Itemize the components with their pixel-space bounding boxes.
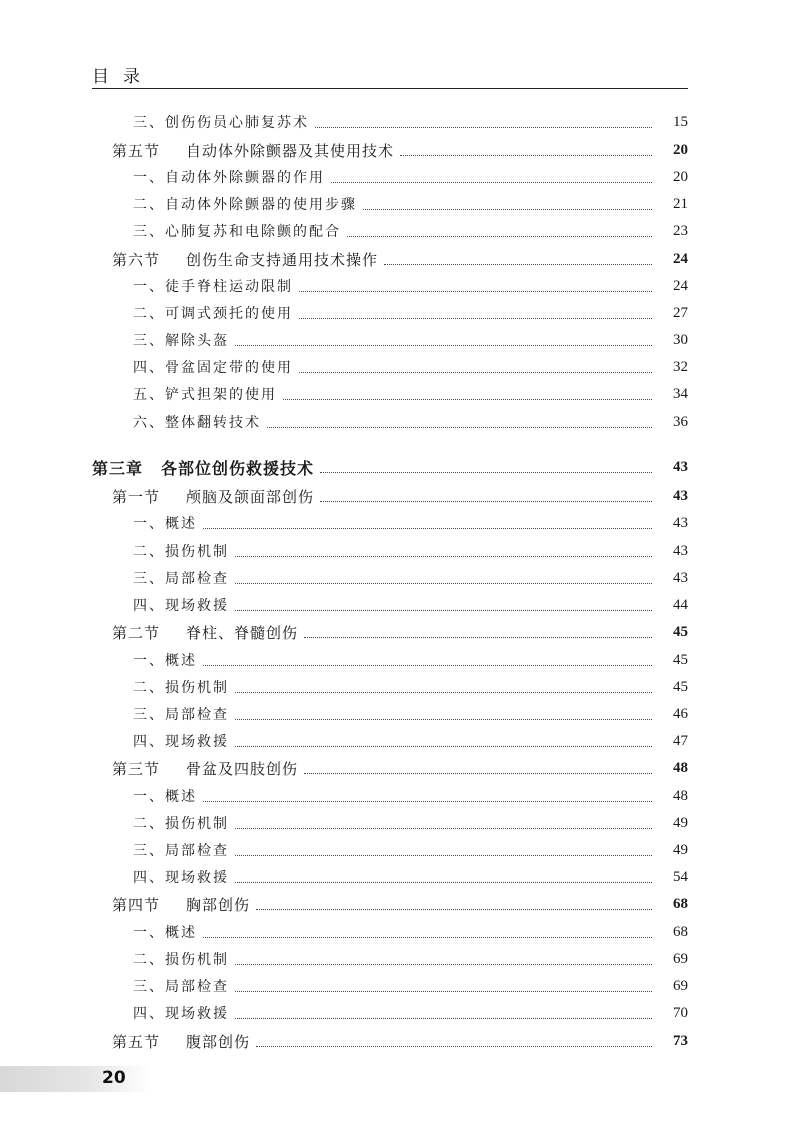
toc-page-number: 48	[673, 787, 688, 804]
toc-item[interactable]	[0, 999, 800, 1027]
toc-item[interactable]	[0, 509, 800, 537]
dot-leader	[235, 610, 652, 611]
toc-item[interactable]	[0, 380, 800, 408]
section-number: 第二节	[112, 623, 161, 642]
toc-label	[112, 758, 298, 779]
toc-label: 二、损伤机制	[133, 544, 229, 560]
toc-label: 五、铲式担架的使用	[133, 387, 277, 403]
section-number: 第六节	[112, 250, 161, 269]
toc-label	[112, 249, 378, 270]
dot-leader	[283, 399, 652, 400]
toc-label: 二、损伤机制	[133, 952, 229, 968]
toc-page-number: 30	[673, 331, 688, 348]
toc-label: 三、局部检查	[133, 843, 229, 859]
dot-leader	[315, 127, 652, 128]
toc-label: 一、概述	[133, 653, 197, 669]
toc-label: 三、解除头盔	[133, 333, 229, 349]
section-title: 自动体外除颤器及其使用技术	[186, 141, 395, 160]
toc-page-number: 43	[673, 487, 688, 504]
toc-page-number: 20	[673, 168, 688, 185]
dot-leader	[299, 291, 652, 292]
toc-label: 二、损伤机制	[133, 680, 229, 696]
toc-label: 二、损伤机制	[133, 816, 229, 832]
toc-item[interactable]	[0, 673, 800, 701]
dot-leader	[235, 964, 652, 965]
dot-leader	[235, 556, 652, 557]
toc-page-number: 69	[673, 950, 688, 967]
dot-leader	[203, 801, 652, 802]
toc-section[interactable]	[0, 245, 800, 273]
dot-leader	[235, 692, 652, 693]
section-number: 第五节	[112, 141, 161, 160]
toc-label: 一、自动体外除颤器的作用	[133, 170, 325, 186]
toc-page-number: 68	[673, 923, 688, 940]
dot-leader	[320, 472, 652, 473]
dot-leader	[299, 318, 652, 319]
dot-leader	[256, 1046, 652, 1047]
toc-page-number: 70	[673, 1004, 688, 1021]
dot-leader	[299, 372, 652, 373]
toc-label: 四、骨盆固定带的使用	[133, 360, 293, 376]
dot-leader	[235, 583, 652, 584]
toc-page-number: 34	[673, 385, 688, 402]
dot-leader	[203, 665, 652, 666]
toc-page-number: 49	[673, 814, 688, 831]
toc-item[interactable]	[0, 700, 800, 728]
toc-page-number: 69	[673, 977, 688, 994]
toc-item[interactable]	[0, 727, 800, 755]
dot-leader	[203, 937, 652, 938]
toc-item[interactable]	[0, 863, 800, 891]
toc-page-number: 45	[673, 623, 688, 640]
dot-leader	[235, 345, 652, 346]
toc-item[interactable]	[0, 782, 800, 810]
toc-item[interactable]	[0, 163, 800, 191]
toc-item[interactable]	[0, 299, 800, 327]
toc-page-number: 46	[673, 705, 688, 722]
section-number: 第三节	[112, 759, 161, 778]
toc-page-number: 45	[673, 678, 688, 695]
toc-item[interactable]	[0, 408, 800, 436]
toc-item[interactable]	[0, 217, 800, 245]
toc-section[interactable]	[0, 890, 800, 918]
toc-page-number: 54	[673, 868, 688, 885]
toc-page-number: 48	[673, 759, 688, 776]
dot-leader	[384, 264, 652, 265]
dot-leader	[400, 155, 652, 156]
toc-page-number: 43	[673, 514, 688, 531]
dot-leader	[347, 236, 652, 237]
toc-item[interactable]	[0, 190, 800, 218]
toc-label: 四、现场救援	[133, 1006, 229, 1022]
chapter-title: 各部位创伤救援技术	[161, 458, 315, 478]
toc-label: 一、徒手脊柱运动限制	[133, 279, 293, 295]
dot-leader	[235, 1018, 652, 1019]
toc-label	[112, 622, 298, 643]
toc-page-number: 47	[673, 732, 688, 749]
toc-item[interactable]	[0, 918, 800, 946]
toc-page-number: 44	[673, 596, 688, 613]
toc-page-number: 49	[673, 841, 688, 858]
dot-leader	[235, 719, 652, 720]
toc-section[interactable]	[0, 482, 800, 510]
toc-label: 一、概述	[133, 925, 197, 941]
header-title: 目录	[92, 67, 154, 87]
toc-page-number: 24	[673, 250, 688, 267]
toc-label	[112, 1031, 250, 1052]
toc-item[interactable]	[0, 809, 800, 837]
toc-label: 一、概述	[133, 516, 197, 532]
toc-item[interactable]	[0, 836, 800, 864]
chapter-number: 第三章	[92, 458, 144, 478]
toc-page-number: 43	[673, 542, 688, 559]
dot-leader	[203, 528, 652, 529]
section-number: 第一节	[112, 487, 161, 506]
toc-item[interactable]	[0, 972, 800, 1000]
dot-leader	[235, 746, 652, 747]
dot-leader	[267, 427, 652, 428]
dot-leader	[235, 855, 652, 856]
dot-leader	[304, 637, 652, 638]
toc-section[interactable]	[0, 1027, 800, 1055]
toc-section[interactable]	[0, 754, 800, 782]
toc-label	[112, 140, 394, 161]
toc-label: 三、局部检查	[133, 707, 229, 723]
toc-page-number: 21	[673, 195, 688, 212]
dot-leader	[235, 828, 652, 829]
toc-item[interactable]	[0, 108, 800, 136]
toc-label: 四、现场救援	[133, 598, 229, 614]
toc-label	[92, 456, 314, 479]
toc-label: 二、可调式颈托的使用	[133, 306, 293, 322]
toc-page-number: 36	[673, 413, 688, 430]
dot-leader	[331, 182, 652, 183]
toc-label: 一、概述	[133, 789, 197, 805]
toc-item[interactable]	[0, 353, 800, 381]
toc-item[interactable]	[0, 564, 800, 592]
toc-label	[112, 894, 250, 915]
toc-item[interactable]	[0, 537, 800, 565]
toc-chapter[interactable]	[0, 453, 800, 481]
toc-item[interactable]	[0, 591, 800, 619]
toc-label: 三、创伤伤员心肺复苏术	[133, 115, 309, 131]
dot-leader	[363, 209, 652, 210]
dot-leader	[235, 991, 652, 992]
toc-item[interactable]	[0, 945, 800, 973]
toc-label: 六、整体翻转技术	[133, 415, 261, 431]
toc-page-number: 15	[673, 113, 688, 130]
toc-page-number: 23	[673, 222, 688, 239]
section-title: 胸部创伤	[186, 895, 251, 914]
section-title: 骨盆及四肢创伤	[186, 759, 299, 778]
toc-page-number: 32	[673, 358, 688, 375]
toc-page-number: 43	[673, 569, 688, 586]
toc-section[interactable]	[0, 136, 800, 164]
section-title: 腹部创伤	[186, 1032, 251, 1051]
section-number: 第四节	[112, 895, 161, 914]
section-number: 第五节	[112, 1032, 161, 1051]
toc-page-number: 73	[673, 1032, 688, 1049]
toc-item[interactable]	[0, 646, 800, 674]
toc-page-number: 20	[673, 141, 688, 158]
toc-label: 四、现场救援	[133, 734, 229, 750]
section-title: 颅脑及颌面部创伤	[186, 487, 315, 506]
dot-leader	[320, 501, 652, 502]
toc-section[interactable]	[0, 618, 800, 646]
section-title: 脊柱、脊髓创伤	[186, 623, 299, 642]
toc-label: 三、心肺复苏和电除颤的配合	[133, 224, 341, 240]
footer-bar	[0, 1066, 150, 1092]
dot-leader	[304, 773, 652, 774]
toc-page-number: 68	[673, 895, 688, 912]
toc-label: 四、现场救援	[133, 870, 229, 886]
dot-leader	[256, 909, 652, 910]
toc-label: 二、自动体外除颤器的使用步骤	[133, 197, 357, 213]
page-number: 20	[102, 1068, 126, 1088]
toc-label: 三、局部检查	[133, 571, 229, 587]
toc-label: 三、局部检查	[133, 979, 229, 995]
toc-page-number: 43	[673, 458, 688, 475]
toc-label	[112, 486, 314, 507]
dot-leader	[235, 882, 652, 883]
running-header	[92, 62, 688, 89]
section-title: 创伤生命支持通用技术操作	[186, 250, 379, 269]
toc-page-number: 24	[673, 277, 688, 294]
toc-item[interactable]	[0, 326, 800, 354]
toc-page-number: 27	[673, 304, 688, 321]
toc-page-number: 45	[673, 651, 688, 668]
toc-item[interactable]	[0, 272, 800, 300]
